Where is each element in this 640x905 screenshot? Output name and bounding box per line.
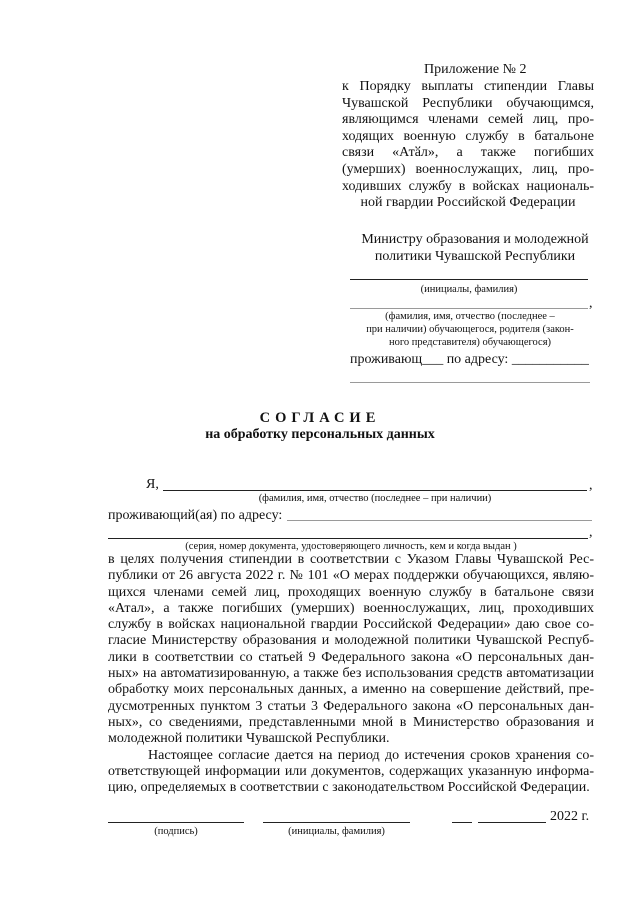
- fio-caption-line: (фамилия, имя, отчество (последнее –: [385, 311, 555, 322]
- addressee-line: Министру образования и молодежной: [361, 232, 589, 247]
- student-fio-field-line[interactable]: [350, 308, 588, 309]
- fio-caption-line: ного представителя) обучающегося): [388, 337, 552, 348]
- appendix-line: являющимся членами семей лиц, про-: [342, 112, 594, 128]
- consenter-address-field-line-2[interactable]: [108, 538, 588, 539]
- body-line: публики от 26 августа 2022 г. № 101 «О мерах поддержки обучающихся, являю-: [108, 568, 594, 584]
- consent-body: [108, 552, 594, 796]
- comma: ,: [589, 296, 593, 311]
- appendix-line: ходящих военную службу в батальоне: [342, 128, 594, 144]
- date-month-field-line[interactable]: [478, 822, 546, 823]
- appendix-title: Приложение № 2: [424, 62, 527, 77]
- body-line: цию, определяемых в соответствии с законодательством Российской Федерации.: [108, 780, 590, 796]
- appendix-line: ходивших службу в войсках националь-: [342, 178, 594, 194]
- passport-caption: (серия, номер документа, удостоверяющего личность, кем и когда выдан ): [185, 541, 517, 552]
- signature-field-line[interactable]: [108, 822, 244, 823]
- address-label: проживающий(ая) по адресу:: [108, 508, 283, 523]
- body-line: обработку моих персональных данных, а именно на совершение действий, пре-: [108, 682, 594, 698]
- document-title: СОГЛАСИЕ: [259, 410, 381, 426]
- body-line: «Атал», а также погибших (умерших) военнослужащих, лиц, проходивших: [108, 600, 594, 616]
- comma: ,: [589, 478, 593, 493]
- consenter-address-field-line[interactable]: [287, 520, 592, 521]
- i-label: Я,: [146, 477, 159, 492]
- addressee-line: политики Чувашской Республики: [374, 249, 576, 264]
- appendix-line: ной гвардии Российской Федерации: [360, 195, 576, 211]
- signature-initials-field-line[interactable]: [263, 822, 410, 823]
- appendix-line: к Порядку выплаты стипендии Главы: [342, 79, 594, 94]
- signature-caption: (подпись): [154, 826, 198, 837]
- body-line: ответствующей информации или документов, содержащих указанную информа-: [108, 763, 594, 779]
- body-line: в целях получения стипендии в соответствии с Указом Главы Чувашской Рес-: [108, 552, 594, 567]
- body-line: ных» на автоматизированную, а также без использования средств автоматизации: [108, 666, 594, 682]
- residing-label: проживающ___ по адресу: ___________: [350, 352, 589, 367]
- consenter-fio-caption: (фамилия, имя, отчество (последнее – при наличии): [258, 493, 492, 504]
- consenter-name-field-line[interactable]: [163, 490, 587, 491]
- address-field-line[interactable]: [350, 382, 590, 383]
- appendix-text: [342, 79, 594, 212]
- date-year: 2022 г.: [550, 809, 590, 824]
- initials-caption: (инициалы, фамилия): [420, 284, 518, 295]
- date-day-field-line[interactable]: [452, 822, 472, 823]
- appendix-line: Чувашской Республики обучающимся,: [342, 95, 594, 111]
- body-line: Настоящее согласие дается на период до истечения сроков хранения со-: [148, 747, 594, 763]
- body-line: лики в соответствии со статьей 9 Федерального закона «О персональных дан-: [108, 649, 594, 665]
- comma: ,: [589, 525, 593, 540]
- body-line: ных», со сведениями, представленными мной в Министерство образования и: [108, 714, 594, 730]
- fio-caption: [350, 310, 590, 349]
- body-line: дусмотренных пунктом 3 статьи 3 Федерального закона «О персональных дан-: [108, 698, 594, 714]
- appendix-line: связи «Атӑл», а также погибших: [342, 145, 594, 161]
- signature-initials-caption: (инициалы, фамилия): [288, 826, 385, 837]
- body-line: гласие Министерству образования и молодежной политики Чувашской Респуб-: [108, 633, 594, 649]
- addressee-block: [350, 231, 600, 265]
- document-subtitle: на обработку персональных данных: [205, 427, 435, 442]
- appendix-line: (умерших) военнослужащих, лиц, про-: [342, 161, 594, 177]
- body-line: молодежной политики Чувашской Республики.: [108, 731, 390, 747]
- body-line: службу в войсках национальной гвардии Российской Федерации» даю свое со-: [108, 617, 594, 633]
- body-line: щихся членами семей лиц, проходящих военную службу в батальоне связи: [108, 584, 594, 600]
- fio-caption-line: при наличии) обучающегося, родителя (закон-: [366, 324, 574, 335]
- initials-field-line[interactable]: [350, 279, 588, 280]
